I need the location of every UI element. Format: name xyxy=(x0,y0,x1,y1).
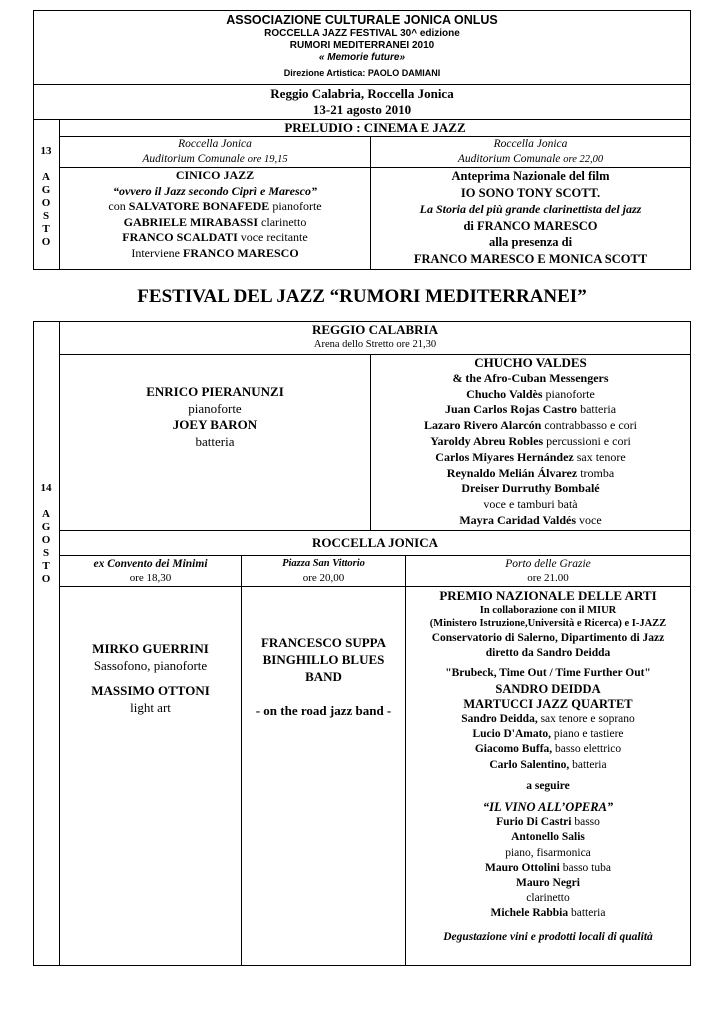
member-name: Dreiser Durruthy Bombalé xyxy=(461,481,600,496)
day14-month-letter: S xyxy=(42,547,50,559)
band-name: MARTUCCI JAZZ QUARTET xyxy=(463,696,633,711)
member-name: Antonello Salis xyxy=(511,831,585,844)
band-member xyxy=(371,418,690,434)
day13-right-venue xyxy=(371,137,690,167)
band-member xyxy=(371,434,690,450)
venue-time: ore 18,30 xyxy=(129,572,172,584)
show-title-2: “IL VINO ALL’OPERA” xyxy=(482,800,614,815)
roccella-divider-1 xyxy=(241,555,242,966)
roccella-title: ROCCELLA JONICA xyxy=(311,535,439,550)
artist-name: MASSIMO OTTONI xyxy=(91,683,210,698)
member-name: Juan Carlos Rojas Castro xyxy=(444,402,578,417)
venue-time: ore 20,00 xyxy=(302,572,345,584)
place-dates-box xyxy=(33,84,691,120)
collab-line: In collaborazione con il MIUR xyxy=(479,605,617,616)
member-role: tromba xyxy=(577,465,615,480)
band-member xyxy=(371,450,690,466)
member-role: piano, fisarmonica xyxy=(505,846,591,859)
member-name: Giacomo Buffa, xyxy=(474,743,553,756)
band-tagline: - on the road jazz band - xyxy=(255,703,392,718)
member-name: Carlos Miyares Hernández xyxy=(435,449,574,464)
day13-month-letter: A xyxy=(42,171,50,183)
band-member xyxy=(371,481,690,497)
day14-month-letter: T xyxy=(42,560,50,572)
text-prefix: Interviene xyxy=(131,245,183,260)
band-member xyxy=(371,497,690,513)
venue-name: Porto delle Grazie xyxy=(505,558,591,570)
guests: FRANCO MARESCO E MONICA SCOTT xyxy=(413,251,648,266)
day13-left-venue xyxy=(60,137,370,167)
day13-month-letter: O xyxy=(41,236,51,248)
venue-city: Roccella Jonica xyxy=(178,138,252,150)
artist-role: light art xyxy=(130,699,171,715)
day14-month-letter: O xyxy=(41,573,51,585)
footer-note: Degustazione vini e prodotti locali di qualità xyxy=(443,930,653,943)
artist-role: pianoforte xyxy=(269,199,322,213)
artist-name: FRANCO MARESCO xyxy=(182,245,299,260)
day14-month-letter: G xyxy=(41,521,51,533)
followed-by: a seguire xyxy=(526,779,570,792)
venue-city: Roccella Jonica xyxy=(493,138,568,150)
festival-heading: FESTIVAL DEL JAZZ “RUMORI MEDITERRANEI” xyxy=(137,286,587,307)
artist-name: GABRIELE MIRABASSI xyxy=(123,214,259,229)
day14-number: 14 xyxy=(40,482,52,494)
director-name: FRANCO MARESCO xyxy=(477,218,598,233)
org-name: ASSOCIAZIONE CULTURALE JONICA ONLUS xyxy=(226,13,498,27)
col3-act xyxy=(406,587,690,945)
col2-act xyxy=(242,634,405,719)
film-subtitle: La Storia del più grande clarinettista del jazz xyxy=(419,202,642,216)
roccella-top-rule xyxy=(59,530,691,531)
col3-venue xyxy=(406,557,690,585)
member-role: batteria xyxy=(568,907,606,920)
dates: 13-21 agosto 2010 xyxy=(312,102,412,117)
text-prefix: con xyxy=(108,199,129,213)
artist-role: pianoforte xyxy=(188,400,242,416)
col2-venue xyxy=(242,557,405,585)
artist-role: Sassofono, pianoforte xyxy=(93,657,208,673)
band-title: CHUCHO VALDES xyxy=(474,355,587,370)
band-name-line: BAND xyxy=(305,669,342,684)
member-role: piano e tastiere xyxy=(551,728,624,741)
member-role: sax tenore e soprano xyxy=(537,713,635,726)
band-member xyxy=(371,466,690,482)
text-prefix: di xyxy=(463,218,478,233)
venue-name: Piazza San Vittorio xyxy=(282,558,365,569)
show-title: "Brubeck, Time Out / Time Further Out" xyxy=(445,667,651,680)
artist-role: batteria xyxy=(195,433,235,449)
venue-time: ore 19,15 xyxy=(247,154,288,165)
band-member xyxy=(371,387,690,403)
place: Reggio Calabria, Roccella Jonica xyxy=(270,86,454,101)
member-role: basso tuba xyxy=(559,861,611,874)
member-name: Lucio D'Amato, xyxy=(472,728,552,741)
member-role: voce xyxy=(576,512,602,527)
member-name: Mayra Caridad Valdés xyxy=(459,512,577,527)
member-role: basso xyxy=(571,816,600,829)
venue-time: ore 21.00 xyxy=(527,572,569,584)
film-title: IO SONO TONY SCOTT. xyxy=(460,185,601,200)
prize-title: PREMIO NAZIONALE DELLE ARTI xyxy=(439,588,657,603)
member-name: Furio Di Castri xyxy=(496,816,572,829)
reggio-venue: Arena dello Stretto ore 21,30 xyxy=(313,339,437,350)
day13-month-letter: G xyxy=(41,184,51,196)
band-member xyxy=(371,402,690,418)
event-line: Anteprima Nazionale del film xyxy=(451,169,610,183)
member-role: pianoforte xyxy=(542,386,595,401)
day14-month-letter: A xyxy=(42,508,50,520)
reggio-right-act xyxy=(371,355,690,529)
artist-role: clarinetto xyxy=(258,214,307,229)
band-name: SANDRO DEIDDA xyxy=(495,681,601,696)
event-subtitle: “ovvero il Jazz secondo Ciprì e Maresco” xyxy=(113,183,317,198)
artist-name: JOEY BARON xyxy=(172,417,258,432)
member-name: Reynaldo Melián Álvarez xyxy=(446,465,578,480)
member-role: clarinetto xyxy=(526,892,570,905)
collab-line: (Ministero Istruzione,Università e Ricerca) e I-JAZZ xyxy=(429,618,667,629)
collab-line: diretto da Sandro Deidda xyxy=(485,647,611,660)
col1-act xyxy=(60,641,241,716)
member-role: voce e tamburi batà xyxy=(483,497,578,512)
roccella-header-rule xyxy=(59,555,691,556)
venue-name: Auditorium Comunale xyxy=(457,153,561,165)
artist-name: MIRKO GUERRINI xyxy=(92,641,209,656)
day13-month-letter: T xyxy=(42,223,50,235)
day13-date xyxy=(33,145,59,249)
festival-subtitle: « Memorie future» xyxy=(318,52,406,63)
event-line: alla presenza di xyxy=(488,235,573,249)
band-member xyxy=(371,513,690,529)
member-name: Carlo Salentino, xyxy=(489,758,570,771)
member-name: Michele Rabbia xyxy=(490,907,569,920)
artist-name: ENRICO PIERANUNZI xyxy=(146,384,284,399)
artist-role: voce recitante xyxy=(237,230,308,244)
artist-name: FRANCO SCALDATI xyxy=(122,230,238,244)
day13-right-event xyxy=(371,168,690,267)
member-name: Mauro Ottolini xyxy=(485,861,560,874)
day13-left-event xyxy=(60,168,370,261)
member-role: batteria xyxy=(569,758,607,771)
member-name: Yaroldy Abreu Robles xyxy=(430,433,544,448)
member-name: Mauro Negri xyxy=(516,877,580,890)
band-name-line: FRANCESCO SUPPA xyxy=(260,635,387,650)
reggio-left-act xyxy=(60,384,370,450)
event-title: CINICO JAZZ xyxy=(175,168,255,182)
festival-edition: ROCCELLA JAZZ FESTIVAL 30^ edizione xyxy=(264,28,460,39)
venue-name: Auditorium Comunale xyxy=(142,153,245,165)
band-name-line: BINGHILLO BLUES xyxy=(262,652,385,667)
venue-time: ore 22,00 xyxy=(563,154,604,165)
band-subtitle: & the Afro-Cuban Messengers xyxy=(452,370,609,385)
day13-month-letter: S xyxy=(42,210,50,222)
member-role: percussioni e cori xyxy=(543,433,631,448)
member-name: Chucho Valdès xyxy=(466,386,543,401)
member-name: Lazaro Rivero Alarcón xyxy=(424,418,542,433)
festival-title: RUMORI MEDITERRANEI 2010 xyxy=(289,40,435,51)
member-role: sax tenore xyxy=(573,449,626,464)
collab-line: Conservatorio di Salerno, Dipartimento di Jazz xyxy=(431,632,665,644)
header-box xyxy=(33,10,691,85)
artistic-direction: Direzione Artistica: PAOLO DAMIANI xyxy=(283,68,441,78)
artist-name: SALVATORE BONAFEDE xyxy=(128,199,270,213)
member-role: basso elettrico xyxy=(552,743,622,756)
member-role: batteria xyxy=(577,402,617,417)
member-role: contrabbasso e cori xyxy=(541,418,637,433)
member-name: Sandro Deidda, xyxy=(461,713,538,726)
col1-venue xyxy=(60,557,241,585)
day14-date xyxy=(33,482,59,586)
day13-number: 13 xyxy=(40,145,52,157)
reggio-title: REGGIO CALABRIA xyxy=(311,322,439,337)
day14-month-letter: O xyxy=(41,534,51,546)
venue-name: ex Convento dei Minimi xyxy=(93,558,208,570)
day13-section-title: PRELUDIO : CINEMA E JAZZ xyxy=(284,120,466,135)
day13-month-letter: O xyxy=(41,197,51,209)
